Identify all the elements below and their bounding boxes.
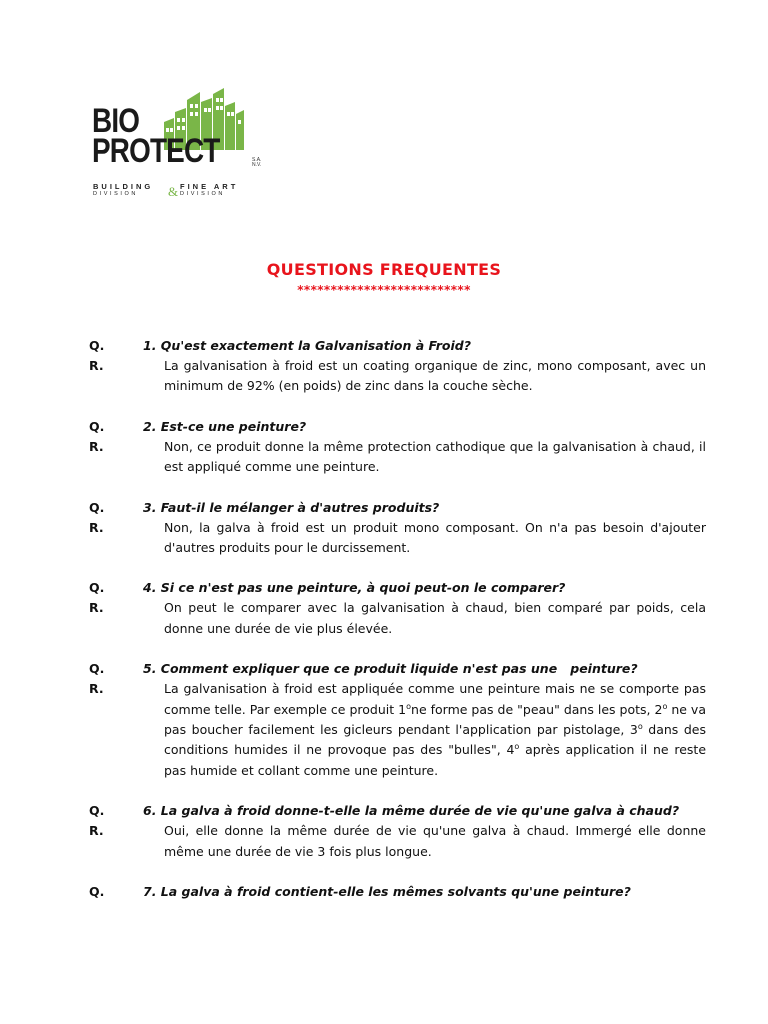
faq-item [89, 336, 706, 397]
answer-segment: ne forme pas de "peau" dans les pots, 2 [411, 701, 663, 717]
faq-item [89, 882, 706, 902]
answer-segment: La galvanisation à froid est un coating organique de zinc, mono composant, avec un minimum de 92% (en poids) de zinc dans la couche sèche. [164, 358, 706, 394]
faq-item [89, 578, 706, 639]
company-logo [92, 88, 262, 206]
question-text: 1. Qu'est exactement la Galvanisation à Froid? [143, 338, 471, 353]
answer-marker: R. [89, 600, 104, 616]
logo-fineart-label: FINE ART [180, 182, 239, 191]
logo-building-label: BUILDING [93, 182, 154, 191]
question-row [89, 336, 706, 356]
answer-text [164, 518, 706, 559]
question-text: 5. Comment expliquer que ce produit liquide n'est pas une peinture? [143, 661, 638, 677]
faq-item [89, 801, 706, 862]
answer-text [164, 821, 706, 862]
answer-text [164, 679, 706, 781]
faq-item [89, 659, 706, 781]
answer-row [89, 598, 706, 639]
logo-building-division [93, 183, 153, 198]
question-text: 2. Est-ce une peinture? [143, 418, 307, 434]
title-asterisk-underline: ************************** [297, 283, 471, 297]
answer-row [89, 821, 706, 862]
question-marker: Q. [89, 499, 105, 515]
ordinal-superscript: o [662, 701, 668, 711]
answer-segment: La galvanisation à froid est appliquée comme une peinture mais ne se comporte pas comme telle. Par exemple ce produit 1 [164, 681, 706, 717]
faq-item [89, 498, 706, 559]
answer-text [164, 437, 706, 478]
ordinal-superscript: o [514, 742, 520, 752]
answer-marker: R. [89, 519, 104, 535]
page-title: QUESTIONS FREQUENTES [266, 260, 502, 279]
question-row [89, 882, 706, 902]
logo-company-suffix: S.A. N.V. [252, 157, 262, 168]
question-marker: Q. [89, 580, 105, 596]
question-row [89, 578, 706, 598]
answer-segment: dans des conditions humides il ne provoque pas des "bulles", 4 [164, 722, 706, 758]
question-marker: Q. [89, 803, 105, 819]
logo-fineart-division [180, 183, 238, 198]
answer-segment: On peut le comparer avec la galvanisation à chaud, bien comparé par poids, cela donne une durée de vie plus élevée. [164, 600, 706, 636]
answer-row [89, 679, 706, 781]
question-row [89, 417, 706, 437]
answer-marker: R. [89, 358, 104, 373]
answer-row [89, 437, 706, 478]
answer-segment: Oui, elle donne la même durée de vie qu'une galva à chaud. Immergé elle donne même une durée de vie 3 fois plus longue. [164, 823, 706, 859]
answer-row [89, 518, 706, 559]
answer-text [164, 356, 706, 397]
question-text: 7. La galva à froid contient-elle les mêmes solvants qu'une peinture? [143, 884, 631, 900]
logo-word-protect: PROTECT [92, 132, 220, 170]
logo-building-division-label: DIVISION [93, 191, 138, 197]
logo-fineart-division-label: DIVISION [180, 191, 225, 197]
question-marker: Q. [89, 338, 105, 353]
logo-ampersand: & [168, 184, 179, 199]
logo-word-bio: BIO [92, 102, 140, 140]
answer-marker: R. [89, 438, 104, 454]
faq-list [89, 336, 706, 922]
question-row [89, 801, 706, 821]
question-row [89, 498, 706, 518]
answer-marker: R. [89, 823, 104, 839]
question-row [89, 659, 706, 679]
question-marker: Q. [89, 661, 105, 677]
answer-segment: après application il ne reste pas humide et collant comme une peinture. [164, 742, 707, 778]
answer-segment: Non, la galva à froid est un produit mono composant. On n'a pas besoin d'ajouter d'autres produits pour le durcissement. [164, 519, 706, 556]
answer-text [164, 598, 706, 639]
answer-row [89, 356, 706, 397]
ordinal-superscript: o [406, 701, 412, 711]
question-text: 6. La galva à froid donne-t-elle la même durée de vie qu'une galva à chaud? [143, 803, 680, 819]
question-marker: Q. [89, 418, 105, 434]
question-text: 3. Faut-il le mélanger à d'autres produits? [143, 499, 440, 515]
answer-segment: ne va pas boucher facilement les gicleurs pendant l'application par pistolage, 3 [164, 701, 706, 738]
answer-segment: Non, ce produit donne la même protection cathodique que la galvanisation à chaud, il est appliqué comme une peinture. [164, 438, 706, 475]
ordinal-superscript: o [637, 722, 643, 732]
question-marker: Q. [89, 884, 105, 900]
question-text: 4. Si ce n'est pas une peinture, à quoi peut-on le comparer? [143, 580, 566, 596]
answer-marker: R. [89, 681, 104, 697]
faq-item [89, 417, 706, 478]
